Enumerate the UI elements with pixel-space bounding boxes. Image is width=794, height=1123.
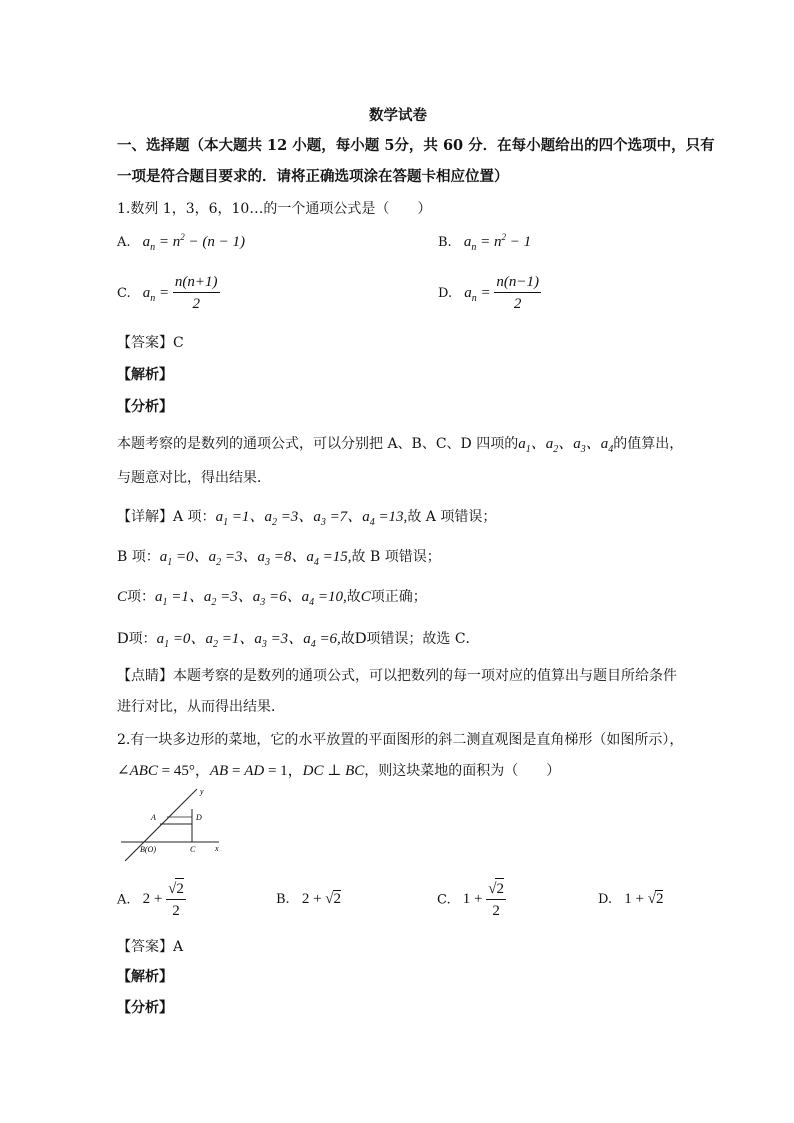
- q1-option-b-label: B.: [438, 235, 452, 250]
- q2-option-d-label: D.: [598, 892, 613, 907]
- label-a: A: [151, 813, 156, 822]
- q1-option-d-formula: $a_n$ = $\frac{n(n-1)}{2}$: [464, 274, 539, 312]
- q2-option-a: [117, 878, 186, 922]
- q1-analysis-line1: [117, 432, 683, 455]
- q1-analysis-terms: $a_1$、$a_2$、$a_3$、$a_4$: [518, 436, 614, 455]
- q1-option-a-label: A.: [117, 235, 131, 250]
- q1-detail-d: D项：$a_1 =0$、$a_2 =1$、$a_3 =3$、$a_4 =6$,故D项错误；故选 C．: [117, 630, 480, 650]
- q1-detail-b-formula: $a_1 =0$、$a_2 =3$、$a_3 =8$、$a_4 =15$,: [159, 549, 352, 568]
- trapezoid-figure: [115, 785, 230, 867]
- q1-fenxi-label: 【分析】: [117, 399, 173, 415]
- y-axis: [125, 789, 197, 861]
- label-bo: B(O): [140, 845, 156, 854]
- section-header-line1: 一、选择题（本大题共 12 小题，每小题 5分，共 60 分．在每小题给出的四个选项中，只有: [117, 137, 715, 154]
- q2-stem-line2: [117, 759, 560, 780]
- q2-stem-conditions: ∠ABC = 45°，AB = AD = 1，DC ⊥ BC: [117, 763, 365, 779]
- q1-option-c-label: C.: [117, 286, 131, 301]
- q2-option-b-label: B.: [276, 892, 290, 907]
- q2-option-a-label: A.: [117, 892, 131, 908]
- q1-detail-b-label: B 项：: [117, 549, 160, 565]
- q2-option-b: [276, 890, 341, 908]
- q1-detail-c-label: 项：: [127, 589, 156, 605]
- q1-dianjing-line2: 进行对比，从而得出结果．: [117, 699, 285, 715]
- q1-detail-a-tail: 故 A 项错误；: [407, 509, 497, 525]
- label-x: x: [215, 844, 219, 853]
- q1-detail-d-label: 项：: [128, 631, 157, 647]
- q1-option-d-label: D.: [438, 286, 453, 301]
- label-c: C: [190, 845, 196, 854]
- q2-stem-tail: ，则这块菜地的面积为（ ）: [364, 763, 561, 779]
- q2-option-c-label: C.: [437, 892, 451, 908]
- q1-detail-d-tail: 项错误；故选 C．: [366, 631, 480, 647]
- q1-answer: 【答案】C: [117, 335, 184, 351]
- q1-analysis-line2: 与题意对比，得出结果．: [117, 470, 271, 486]
- q1-detail-c-tail: 项正确；: [370, 589, 427, 605]
- q2-stem-line1: 2.有一块多边形的菜地，它的水平放置的平面图形的斜二测直观图是直角梯形（如图所示），: [117, 732, 684, 748]
- q1-option-a-formula: $a_n = n^2 - (n - 1)$: [142, 232, 246, 253]
- q1-analysis-text: 本题考察的是数列的通项公式，可以分别把 A、B、C、D 四项的: [117, 436, 519, 452]
- q2-option-c-formula: 1 + $\frac{√2}{2}$: [463, 891, 506, 907]
- q1-detail-c: C项：$a_1 =1$、$a_2 =3$、$a_3 =6$、$a_4 =10$,故C项正确；: [117, 589, 427, 608]
- q2-fenxi-label: 【分析】: [117, 1000, 173, 1016]
- q2-jiexi-label: 【解析】: [117, 969, 173, 985]
- q1-analysis-text-tail: 的值算出，: [613, 436, 684, 452]
- q1-detail-b: [117, 545, 441, 568]
- q1-detail-d-formula: $a_1 =0$、$a_2 =1$、$a_3 =3$、$a_4 =6$,: [156, 631, 341, 650]
- q2-option-d-formula: 1 + √2: [624, 891, 664, 907]
- q2-option-c: [437, 878, 506, 922]
- section-header-line2: 一项是符合题目要求的．请将正确选项涂在答题卡相应位置）: [117, 168, 509, 185]
- q2-answer: 【答案】A: [117, 939, 184, 955]
- page-title: 数学试卷: [369, 107, 427, 124]
- q1-detail-a-formula: $a_1 =1$、$a_2 =3$、$a_3 =7$、$a_4 =13$,: [215, 509, 408, 528]
- q1-option-b-formula: $a_n = n^2 - 1$: [463, 232, 532, 253]
- q2-option-d: [598, 890, 663, 908]
- q1-option-d: [438, 272, 541, 315]
- q1-jiexi-label: 【解析】: [117, 367, 173, 383]
- q1-option-c: [117, 272, 220, 315]
- q1-stem: 1.数列 1，3，6，10…的一个通项公式是（ ）: [117, 201, 432, 217]
- q1-dianjing-line1: 【点睛】本题考察的是数列的通项公式，可以把数列的每一项对应的值算出与题目所给条件: [117, 668, 677, 684]
- q1-option-b: [438, 232, 531, 253]
- q1-detail-c-formula: $a_1 =1$、$a_2 =3$、$a_3 =6$、$a_4 =10$,: [155, 589, 347, 608]
- q2-option-a-formula: 2 + $\frac{√2}{2}$: [143, 891, 186, 907]
- q1-option-a: [117, 232, 245, 253]
- q1-option-c-formula: $a_n$ = $\frac{n(n+1)}{2}$: [142, 274, 218, 312]
- q1-detail-a-label: 【详解】A 项：: [117, 509, 216, 525]
- label-d: D: [196, 813, 202, 822]
- q1-detail-b-tail: 故 B 项错误；: [351, 549, 441, 565]
- label-y: y: [200, 787, 204, 796]
- q1-detail-a: [117, 505, 496, 528]
- q2-option-b-formula: 2 + √2: [301, 891, 342, 907]
